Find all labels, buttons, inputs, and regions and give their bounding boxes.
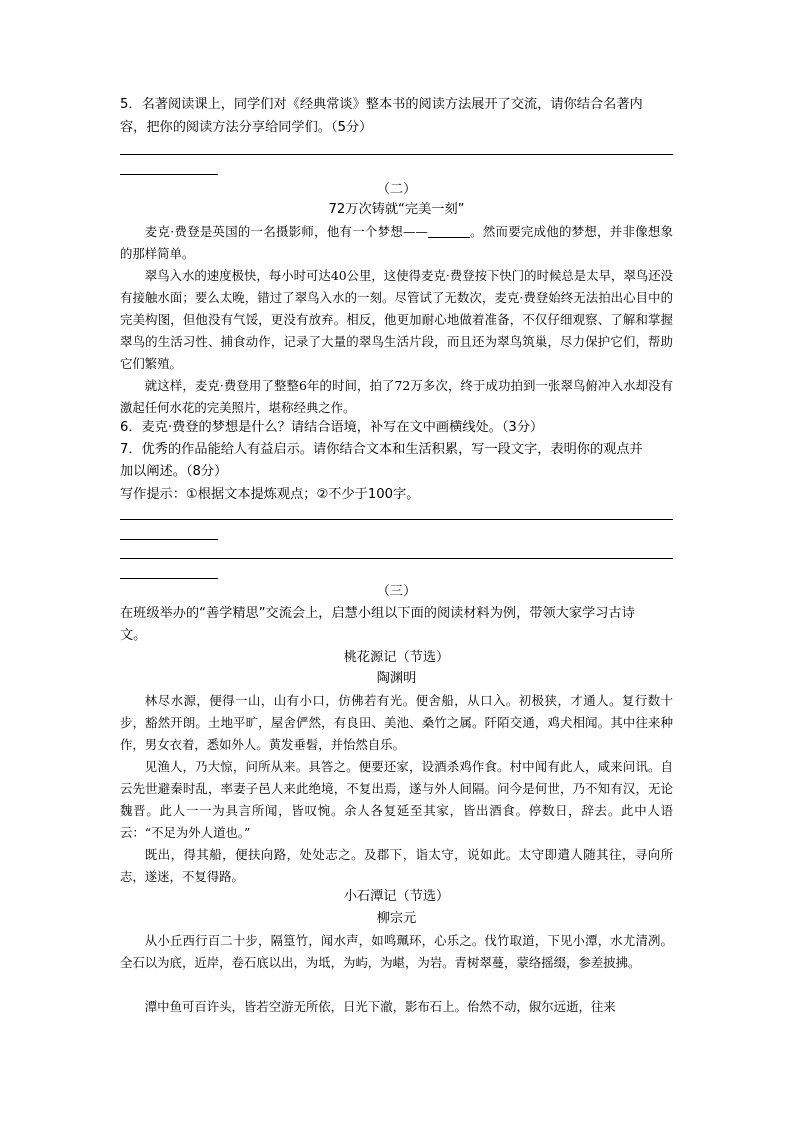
section-2-title: 72万次铸就“完美一刻”	[328, 202, 465, 217]
text-2-author: 柳宗元	[376, 911, 417, 926]
section-2-paragraph-1	[120, 221, 673, 265]
answer-line-short[interactable]	[120, 578, 218, 579]
paragraph-1-end: 。然而要完成他的梦想，并非像想象的那样简单。	[120, 224, 673, 261]
answer-line[interactable]	[120, 519, 673, 520]
section-2-heading: （二）	[376, 182, 417, 197]
text-1-author: 陶渊明	[376, 671, 417, 686]
answer-line[interactable]	[120, 558, 673, 559]
section-3-heading: （三）	[376, 584, 417, 599]
answer-line[interactable]	[120, 154, 673, 155]
text-2-paragraph-1: 从小丘西行百二十步，隔篁竹，闻水声，如鸣珮环，心乐之。伐竹取道，下见小潭，水尤清冽。全石以为底，近岸，卷石底以出，为坻，为屿，为嵁，为岩。青树翠蔓，蒙络摇缀，参差披拂。	[120, 933, 673, 970]
question-5-line-2: 容，把你的阅读方法分享给同学们。（5分）	[120, 120, 373, 135]
paragraph-1-start: 麦克·费登是英国的一名摄影师，他有一个梦想——	[144, 224, 428, 239]
writing-tip: 写作提示：①根据文本提炼观点；②不少于100字。	[120, 487, 420, 502]
question-7-line-2: 加以阐述。（8分）	[120, 464, 228, 479]
text-1-paragraph-1: 林尽水源，便得一山，山有小口，仿佛若有光。便舍船，从口入。初极狭，才通人。复行数十步，豁然开朗。土地平旷，屋舍俨然，有良田、美池、桑竹之属。阡陌交通，鸡犬相闻。其中往来种作，男女衣着，悉如外人。黄发垂髫，并怡然自乐。	[120, 693, 673, 752]
question-7-line-1: 7．优秀的作品能给人有益启示。请你结合文本和生活积累，写一段文字，表明你的观点并	[120, 442, 643, 457]
answer-line-short[interactable]	[120, 539, 218, 540]
text-1-title: 桃花源记（节选）	[343, 650, 450, 665]
question-6: 6．麦克·费登的梦想是什么？请结合语境，补写在文中画横线处。（3分）	[120, 420, 544, 435]
fill-in-blank[interactable]	[428, 223, 470, 238]
text-2-paragraph-2: 潭中鱼可百许头，皆若空游无所依，日光下澈，影布石上。佁然不动，俶尔远逝，往来	[144, 999, 616, 1014]
question-5-line-1: 5．名著阅读课上，同学们对《经典常谈》整本书的阅读方法展开了交流，请你结合名著内	[120, 97, 643, 112]
text-2-title: 小石潭记（节选）	[343, 889, 450, 904]
section-3-intro-line-1: 在班级举办的“善学精思”交流会上，启慧小组以下面的阅读材料为例，带领大家学习古诗	[120, 606, 635, 621]
section-2-paragraph-3: 就这样，麦克·费登用了整整6年的时间，拍了72万多次，终于成功拍到一张翠鸟俯冲入水却没有激起任何水花的完美照片，堪称经典之作。	[120, 378, 673, 415]
section-2-paragraph-2: 翠鸟入水的速度极快，每小时可达40公里，这使得麦克·费登按下快门的时候总是太早，翠鸟还没有接触水面；要么太晚，错过了翠鸟入水的一刻。尽管试了无数次，麦克·费登始终无法拍出心目中的完美构图，但他没有气馁，更没有放弃。相反，他更加耐心地做着准备，不仅仔细观察、了解和掌握翠鸟的生活习性、捕食动作，记录了大量的翠鸟生活片段，而且还为翠鸟筑巢，尽力保护它们，帮助它们繁殖。	[120, 268, 673, 371]
section-3-intro-line-2: 文。	[120, 628, 147, 643]
text-1-paragraph-2: 见渔人，乃大惊，问所从来。具答之。便要还家，设酒杀鸡作食。村中闻有此人，咸来问讯。自云先世避秦时乱，率妻子邑人来此绝境，不复出焉，遂与外人间隔。问今是何世，乃不知有汉，无论魏晋。此人一一为具言所闻，皆叹惋。余人各复延至其家，皆出酒食。停数日，辞去。此中人语云：“不足为外人道也。”	[120, 759, 673, 840]
text-1-paragraph-3: 既出，得其船，便扶向路，处处志之。及郡下，诣太守，说如此。太守即遣人随其往，寻向所志，遂迷，不复得路。	[120, 847, 673, 884]
answer-line-short[interactable]	[120, 174, 218, 175]
